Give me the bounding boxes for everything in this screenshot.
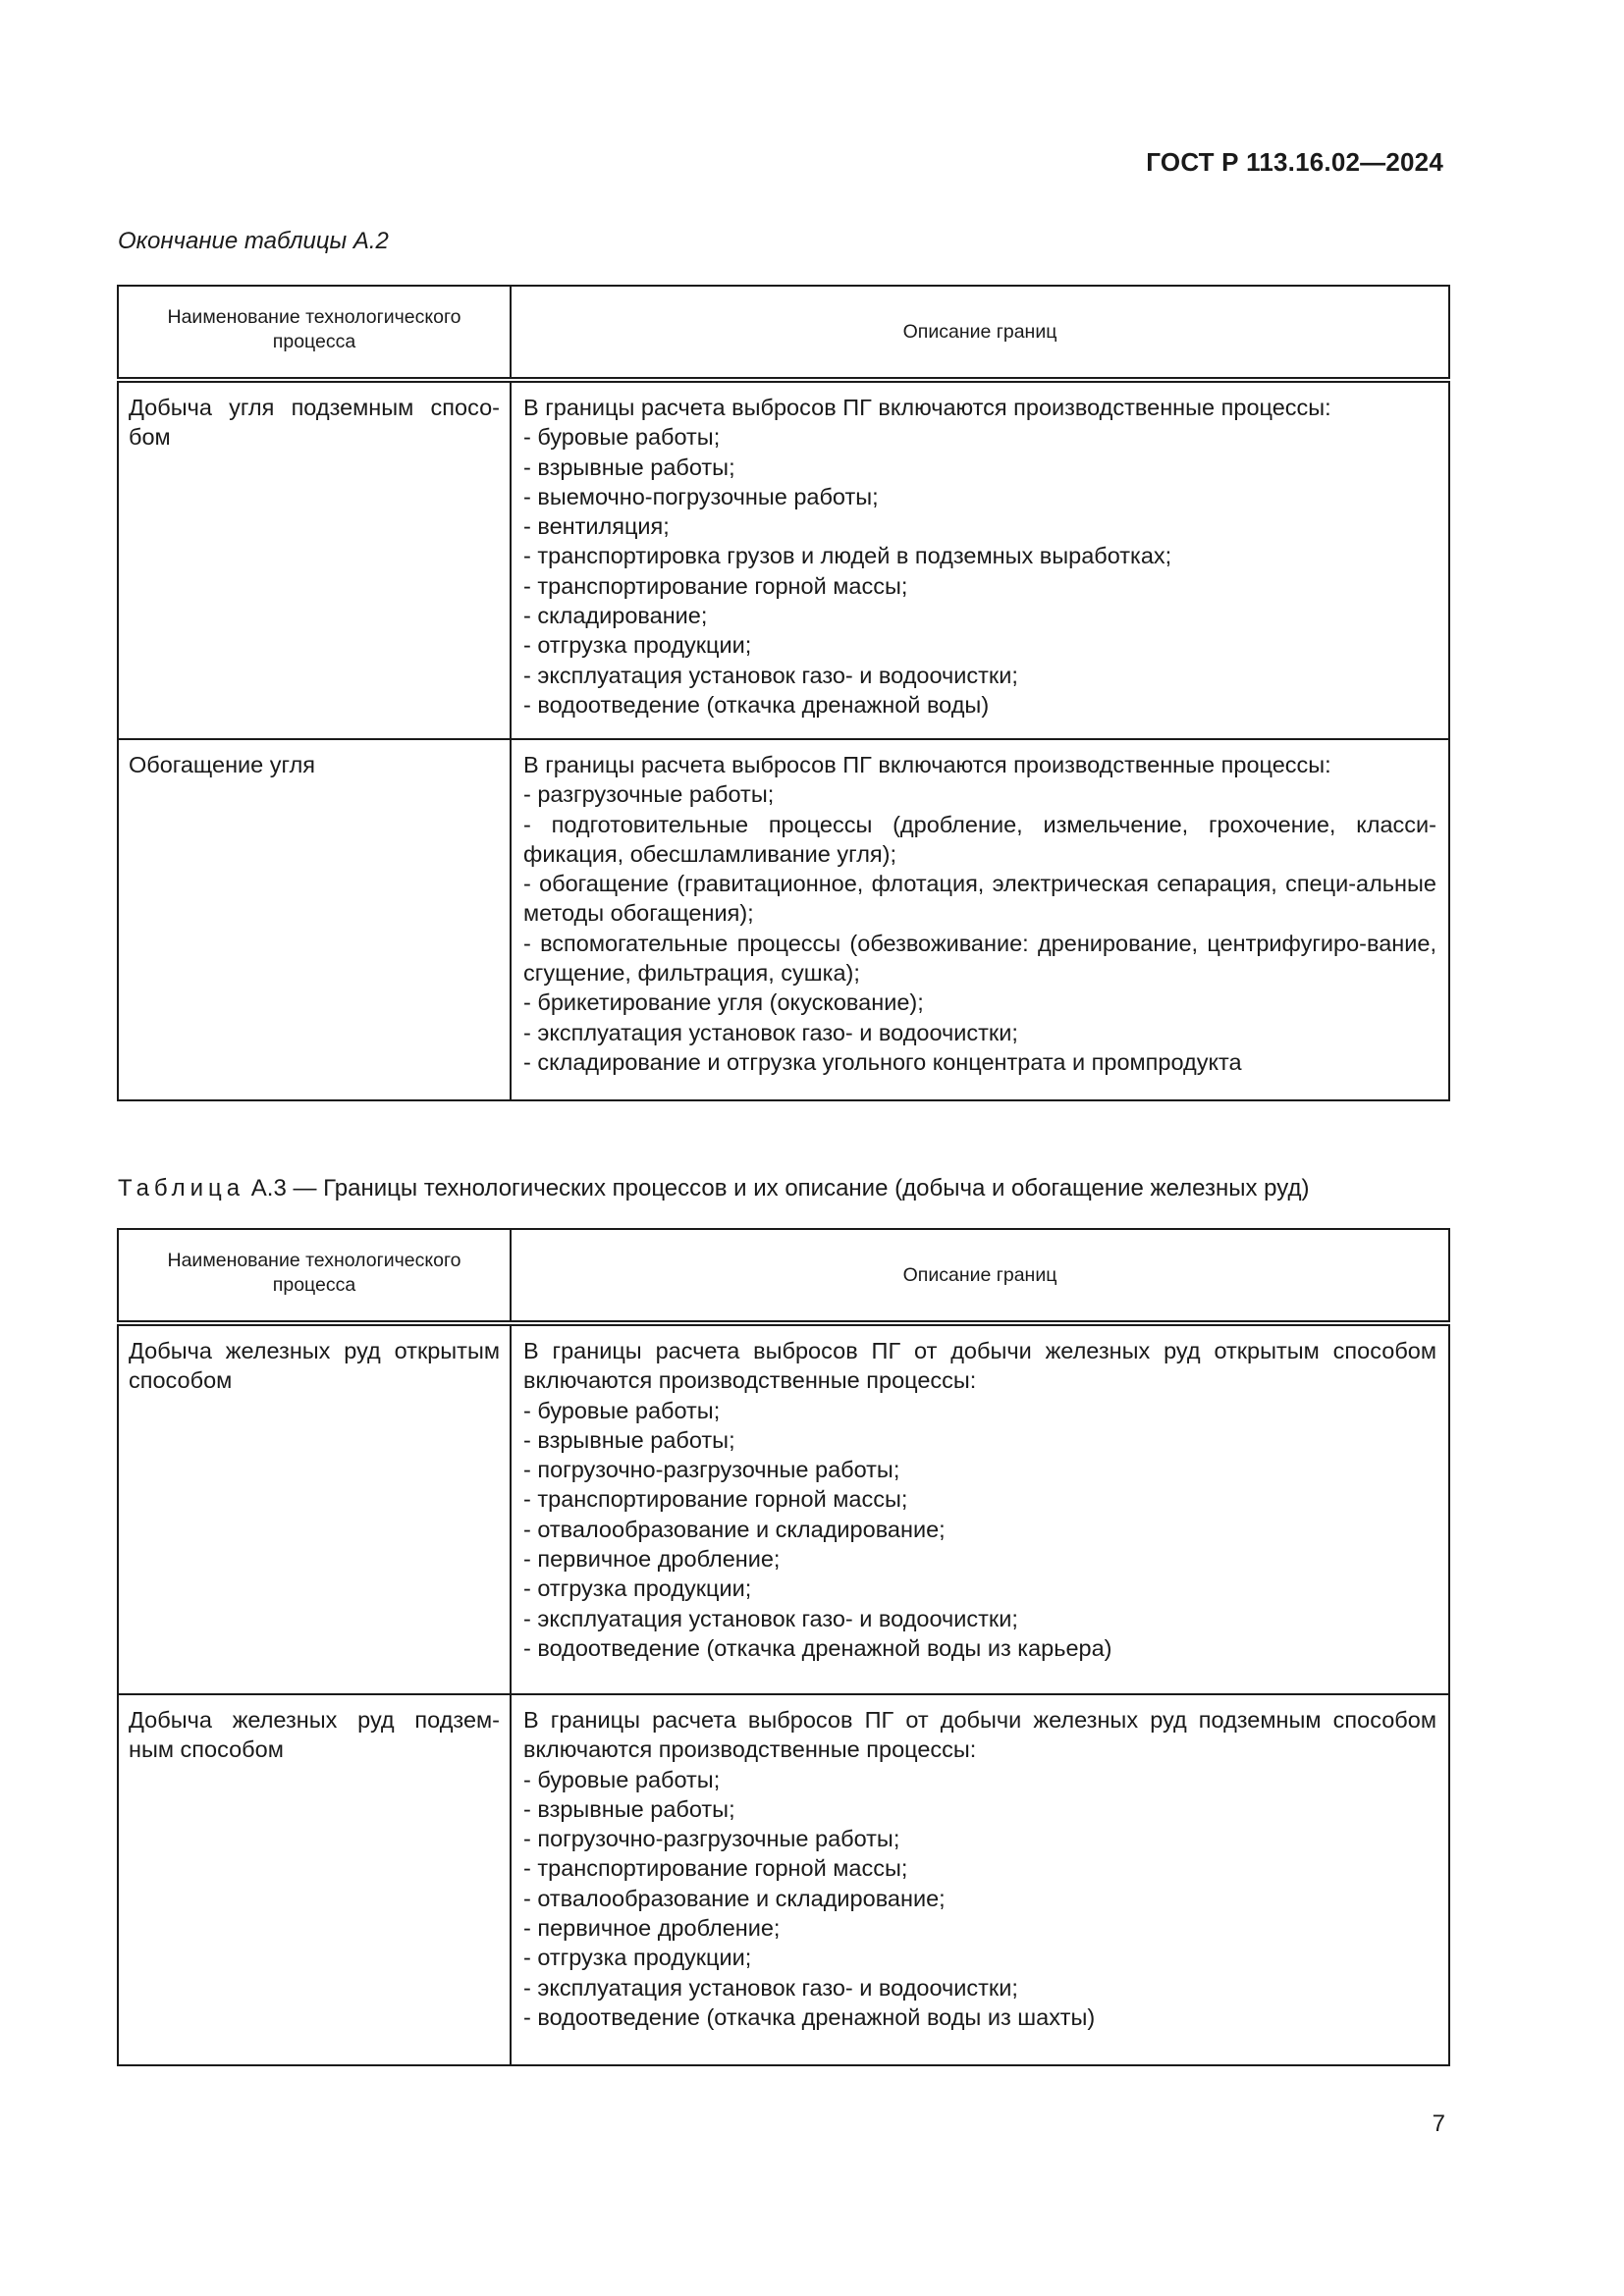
list-item: - обогащение (гравитационное, флотация, электрическая сепарация, специ-альные методы обогащения); (523, 871, 1436, 927)
boundary-description-cell (511, 1694, 1449, 2065)
column-header-process-name: Наименование технологического процесса (118, 1229, 511, 1323)
list-item: - погрузочно-разгрузочные работы; (523, 1826, 900, 1852)
list-item: - отгрузка продукции; (523, 1945, 752, 1971)
process-name-cell: Обогащение угля (118, 739, 511, 1100)
list-item: - подготовительные процессы (дробление, измельчение, грохочение, класси-фикация, обесшламливание угля); (523, 811, 1436, 867)
table-row (118, 1694, 1449, 2065)
table-a2 (117, 285, 1450, 1101)
list-item: - взрывные работы; (523, 1426, 735, 1453)
list-item: - складирование и отгрузка угольного концентрата и промпродукта (523, 1048, 1242, 1075)
boundary-description-cell (511, 739, 1449, 1100)
list-item: - взрывные работы; (523, 454, 735, 480)
table-row (118, 739, 1449, 1100)
list-item: - отгрузка продукции; (523, 632, 752, 659)
table-caption-text: А.3 — Границы технологических процессов и их описание (добыча и обогащение железных руд) (250, 1175, 1310, 1201)
description-intro: В границы расчета выбросов ПГ от добычи железных руд подземным способом включаются производственные процессы: (523, 1707, 1436, 1763)
column-header-boundary-description: Описание границ (511, 1229, 1449, 1323)
list-item: - буровые работы; (523, 424, 721, 451)
page-number: 7 (1432, 2110, 1445, 2137)
list-item: - первичное дробление; (523, 1546, 781, 1573)
list-item: - водоотведение (откачка дренажной воды из шахты) (523, 2003, 1096, 2030)
list-item: - отгрузка продукции; (523, 1575, 752, 1602)
description-intro: В границы расчета выбросов ПГ включаются производственные процессы: (523, 752, 1331, 777)
list-item: - транспортирование горной массы; (523, 572, 908, 599)
list-item: - отвалообразование и складирование; (523, 1516, 946, 1542)
column-header-process-name: Наименование технологического процесса (118, 286, 511, 380)
list-item: - буровые работы; (523, 1766, 721, 1792)
list-item: - водоотведение (откачка дренажной воды из карьера) (523, 1634, 1112, 1661)
description-intro: В границы расчета выбросов ПГ включаются производственные процессы: (523, 395, 1331, 420)
list-item: - буровые работы; (523, 1397, 721, 1423)
list-item: - взрывные работы; (523, 1795, 735, 1822)
standard-code: ГОСТ Р 113.16.02—2024 (1146, 147, 1443, 177)
list-item: - выемочно-погрузочные работы; (523, 483, 879, 509)
boundary-description-cell (511, 380, 1449, 739)
list-item: - брикетирование угля (окускование); (523, 989, 924, 1016)
process-name-cell: Добыча железных руд открытым способом (118, 1323, 511, 1694)
table-row (118, 380, 1449, 739)
list-item: - вентиляция; (523, 513, 670, 540)
table-a3 (117, 1228, 1450, 2066)
table-header-row (118, 1229, 1449, 1323)
list-item: - водоотведение (откачка дренажной воды) (523, 691, 990, 718)
boundary-description-cell (511, 1323, 1449, 1694)
list-item: - погрузочно-разгрузочные работы; (523, 1457, 900, 1483)
table-row (118, 1323, 1449, 1694)
process-name-cell: Добыча железных руд подзем-ным способом (118, 1694, 511, 2065)
column-header-boundary-description: Описание границ (511, 286, 1449, 380)
list-item: - транспортировка грузов и людей в подземных выработках; (523, 543, 1172, 569)
table-header-row (118, 286, 1449, 380)
list-item: - разгрузочные работы; (523, 781, 775, 808)
list-item: - эксплуатация установок газо- и водоочистки; (523, 1605, 1018, 1631)
list-item: - транспортирование горной массы; (523, 1486, 908, 1513)
list-item: - транспортирование горной массы; (523, 1855, 908, 1882)
table-caption-label: Таблица (118, 1175, 245, 1201)
table-a2-continuation-label: Окончание таблицы А.2 (118, 228, 389, 254)
process-name-cell: Добыча угля подземным спосо-бом (118, 380, 511, 739)
list-item: - эксплуатация установок газо- и водоочистки; (523, 1974, 1018, 2001)
list-item: - вспомогательные процессы (обезвоживание: дренирование, центрифугиро-вание, сгущение, фильтрация, сушка); (523, 930, 1436, 987)
list-item: - отвалообразование и складирование; (523, 1885, 946, 1911)
list-item: - первичное дробление; (523, 1915, 781, 1942)
list-item: - эксплуатация установок газо- и водоочистки; (523, 1019, 1018, 1045)
table-a3-caption (118, 1175, 1309, 1202)
list-item: - эксплуатация установок газо- и водоочистки; (523, 662, 1018, 688)
list-item: - складирование; (523, 603, 708, 629)
description-intro: В границы расчета выбросов ПГ от добычи железных руд открытым способом включаются производственные процессы: (523, 1338, 1436, 1394)
